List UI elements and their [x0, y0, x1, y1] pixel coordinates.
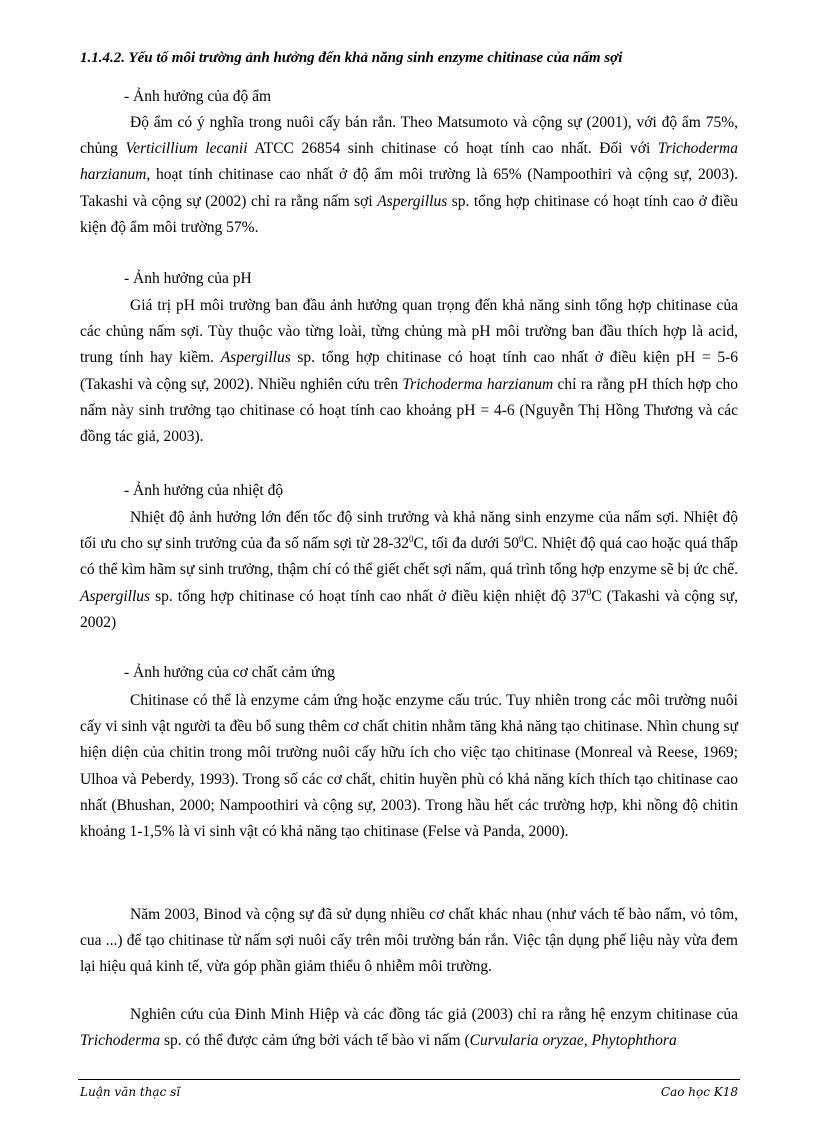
paragraph-inducer-3: Nghiên cứu của Đinh Minh Hiệp và các đồng tác giả (2003) chỉ ra rằng hệ enzym chitinase của Trichoderma sp. có thể được cảm ứng bởi vách tế bào vi nấm (Curvularia oryzae, Phytophthora — [80, 1006, 738, 1050]
subheading-temperature: - Ảnh hưởng của nhiệt độ — [124, 482, 284, 499]
paragraph-humidity: Độ ẩm có ý nghĩa trong nuôi cấy bán rắn. Theo Matsumoto và cộng sự (2001), với độ ẩm 75%, chủng Verticillium lecanii ATCC 26854 sinh chitinase có hoạt tính cao nhất. Đối với Trichoderma harzianum, hoạt tính chitinase cao nhất ở độ ẩm môi trường là 65% (Nampoothiri và cộng sự, 2003). Takashi và cộng sự (2002) chỉ ra rằng nấm sợi Aspergillus sp. tổng hợp chitinase có hoạt tính cao ở điều kiện độ ẩm môi trường 57%. — [80, 114, 738, 236]
subheading-inducer: - Ảnh hưởng của cơ chất cảm ứng — [124, 664, 335, 681]
footer-right-text: Cao học K18 — [660, 1085, 738, 1099]
paragraph-temperature: Nhiệt độ ảnh hưởng lớn đến tốc độ sinh trưởng và khả năng sinh enzyme của nấm sợi. Nhiệt độ tối ưu cho sự sinh trưởng của đa số nấm sợi từ $28-32^0C$, tối đa dưới $50^0C$. Nhiệt độ quá cao hoặc quá thấp có thể kìm hãm sự sinh trưởng, thậm chí có thể giết chết sợi nấm, quá trình tổng hợp enzyme sẽ bị ức chế. Aspergillus sp. tổng hợp chitinase có hoạt tính cao nhất ở điều kiện nhiệt độ $37^0C$ (Takashi và cộng sự, 2002) — [80, 509, 738, 631]
section-heading: 1.1.4.2. Yếu tố môi trường ảnh hưởng đến khả năng sinh enzyme chitinase của nấm sợi — [80, 50, 623, 66]
paragraph-inducer-2: Năm 2003, Binod và cộng sự đã sử dụng nhiều cơ chất khác nhau (như vách tế bào nấm, vỏ tôm, cua ...) để tạo chitinase từ nấm sợi nuôi cấy trên môi trường bán rắn. Việc tận dụng phế liệu này vừa đem lại hiệu quả kinh tế, vừa góp phần giảm thiểu ô nhiễm môi trường. — [80, 906, 738, 976]
subheading-ph: - Ảnh hưởng của pH — [124, 270, 252, 287]
subheading-humidity: - Ảnh hưởng của độ ẩm — [124, 88, 272, 105]
footer-divider — [78, 1079, 740, 1080]
paragraph-inducer-1: Chitinase có thể là enzyme cảm ứng hoặc enzyme cấu trúc. Tuy nhiên trong các môi trường nuôi cấy vi sinh vật người ta đều bổ sung thêm cơ chất chitin nhằm tăng khả năng tạo chitinase. Nhìn chung sự hiện diện của chitin trong môi trường nuôi cấy hữu ích cho việc tạo chitinase (Monreal và Reese, 1969; Ulhoa và Peberdy, 1993). Trong số các cơ chất, chitin huyền phù có khả năng kích thích tạo chitinase cao nhất (Bhushan, 2000; Nampoothiri và cộng sự, 2003). Trong hầu hết các trường hợp, khi nồng độ chitin khoảng 1-1,5% là vi sinh vật có khả năng tạo chitinase (Felse và Panda, 2000). — [80, 692, 738, 841]
paragraph-ph: Giá trị pH môi trường ban đầu ảnh hưởng quan trọng đến khả năng sinh tổng hợp chitinase của các chủng nấm sợi. Tùy thuộc vào từng loài, từng chủng mà pH môi trường ban đầu thích hợp là acid, trung tính hay kiềm. Aspergillus sp. tổng hợp chitinase có hoạt tính cao nhất ở điều kiện pH = 5-6 (Takashi và cộng sự, 2002). Nhiều nghiên cứu trên Trichoderma harzianum chỉ ra rằng pH thích hợp cho nấm này sinh trưởng tạo chitinase có hoạt tính cao khoảng pH = 4-6 (Nguyễn Thị Hồng Thương và các đồng tác giả, 2003). — [80, 297, 739, 446]
footer-left-text: Luận văn thạc sĩ — [80, 1085, 181, 1099]
